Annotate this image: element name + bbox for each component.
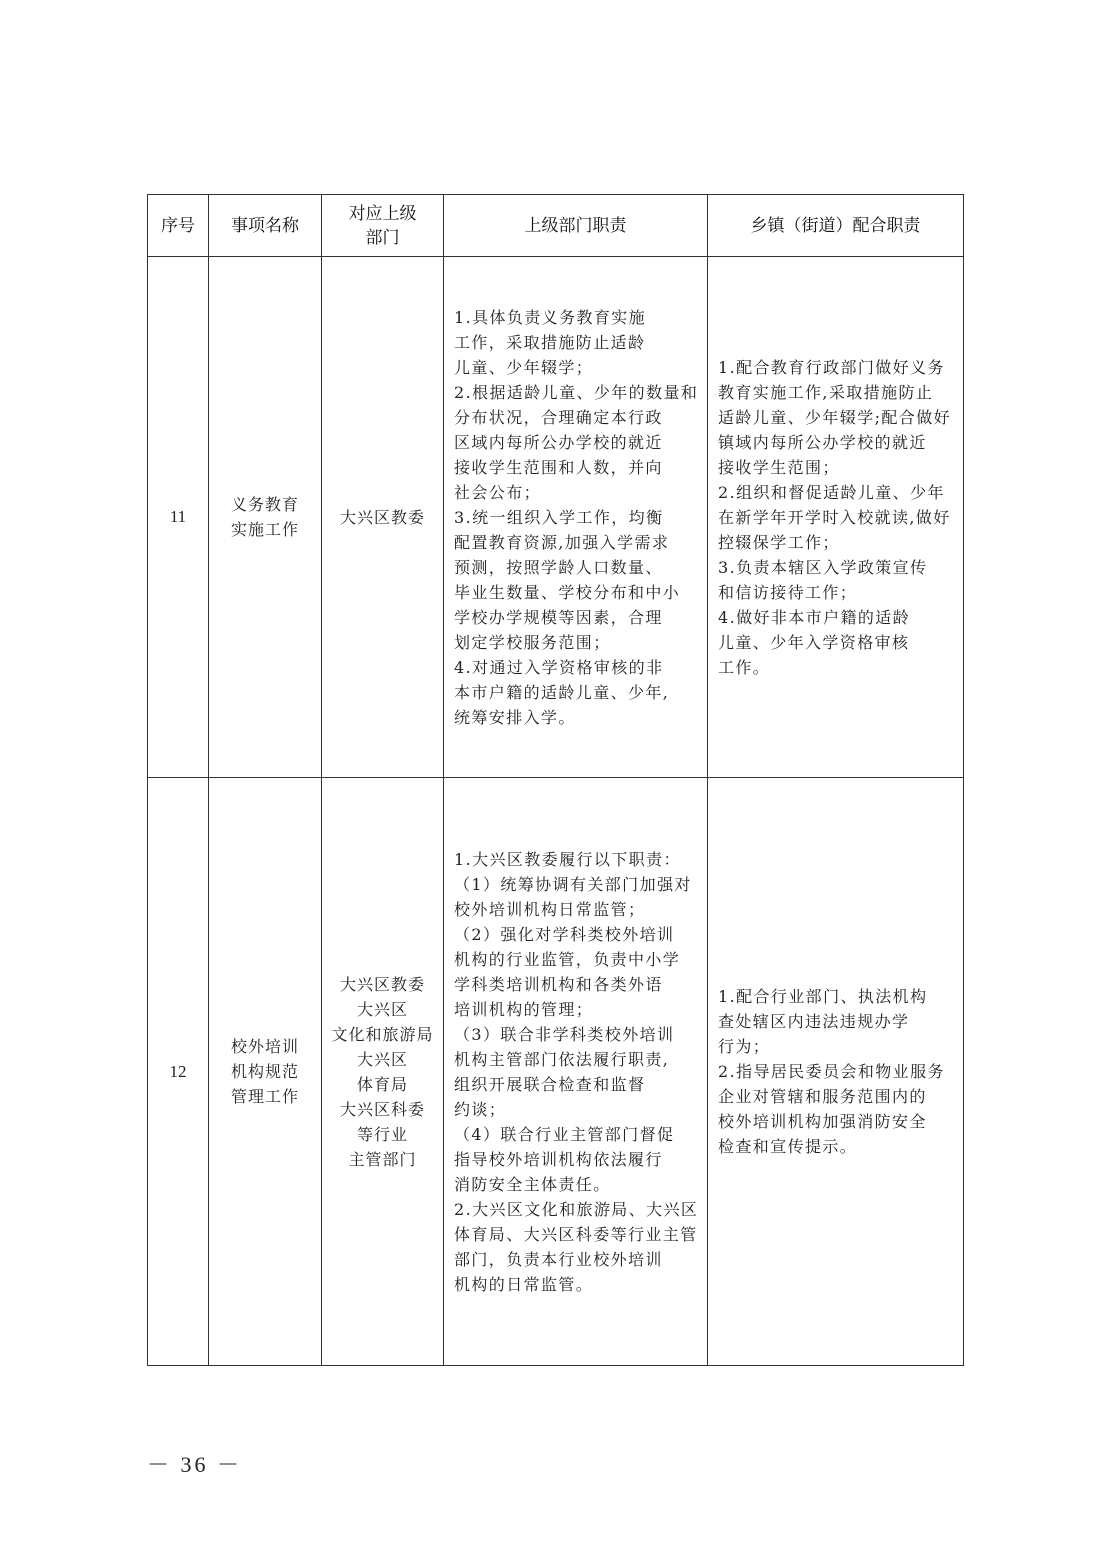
text-line: 学科类培训机构和各类外语 — [454, 974, 663, 994]
header-township-duty: 乡镇（街道）配合职责 — [708, 195, 964, 257]
text-line: 本市户籍的适龄儿童、少年, — [454, 682, 670, 702]
text-line: 毕业生数量、学校分布和中小 — [454, 582, 681, 602]
text-line: 接收学生范围和人数，并向 — [454, 457, 663, 477]
text-line: 3.负责本辖区入学政策宣传 — [718, 557, 928, 577]
text-line: 企业对管辖和服务范围内的 — [718, 1087, 927, 1106]
header-superior-duty: 上级部门职责 — [444, 195, 708, 257]
text-line: 校外培训机构加强消防安全 — [718, 1112, 927, 1131]
text-line: 工作，采取措施防止适龄 — [454, 332, 646, 352]
text-line: 和信访接待工作； — [718, 582, 858, 602]
text-line: 区域内每所公办学校的就近 — [454, 432, 663, 452]
table-header-row — [148, 195, 964, 257]
superior-duty — [444, 257, 708, 778]
text-line: 统筹安排入学。 — [454, 707, 576, 727]
text-line: 体育局 — [356, 1074, 408, 1094]
item-name — [209, 257, 322, 778]
responsibility-table — [147, 194, 964, 1366]
township-duty — [708, 257, 964, 778]
text-line: 2.组织和督促适龄儿童、少年 — [718, 482, 945, 502]
text-line: 镇域内每所公办学校的就近 — [718, 432, 927, 452]
text-line: 校外培训 — [230, 1037, 299, 1056]
superior-duty — [444, 778, 708, 1366]
text-line: 分布状况，合理确定本行政 — [454, 407, 663, 427]
text-line: 1.具体负责义务教育实施 — [454, 307, 647, 327]
text-line: 1.配合行业部门、执法机构 — [718, 987, 928, 1006]
text-line: 机构的日常监管。 — [454, 1274, 594, 1294]
text-line: 在新学年开学时入校就读,做好 — [718, 507, 951, 527]
text-line: 机构主管部门依法履行职责, — [454, 1049, 670, 1069]
text-line: 等行业 — [356, 1124, 408, 1144]
text-line: 1.配合教育行政部门做好义务 — [718, 357, 945, 377]
text-line: 控辍保学工作； — [718, 532, 840, 552]
text-line: 校外培训机构日常监管； — [454, 899, 646, 919]
text-line: 学校办学规模等因素，合理 — [454, 607, 663, 627]
header-item-name: 事项名称 — [209, 195, 322, 257]
text-line: 约谈； — [454, 1099, 507, 1119]
text-line: 行为； — [718, 1037, 771, 1056]
text-line: 大兴区 — [356, 1049, 408, 1069]
text-line: 4.对通过入学资格审核的非 — [454, 657, 664, 677]
text-line: （2）强化对学科类校外培训 — [454, 924, 675, 944]
text-line: 义务教育 — [230, 495, 299, 514]
text-line: 工作。 — [718, 657, 771, 677]
item-name — [209, 778, 322, 1366]
header-number: 序号 — [148, 195, 209, 257]
text-line: 配置教育资源,加强入学需求 — [454, 532, 670, 552]
text-line: 主管部门 — [348, 1149, 417, 1169]
text-line: （3）联合非学科类校外培训 — [454, 1024, 675, 1044]
text-line: 社会公布； — [454, 482, 542, 502]
text-line: 组织开展联合检查和监督 — [454, 1074, 646, 1094]
text-line: 3.统一组织入学工作，均衡 — [454, 507, 664, 527]
text-line: 预测，按照学龄人口数量、 — [454, 557, 663, 577]
text-line: 机构的行业监管，负责中小学 — [454, 949, 681, 969]
township-duty — [708, 778, 964, 1366]
text-line: 管理工作 — [230, 1087, 299, 1106]
row-number: 12 — [148, 778, 209, 1366]
text-line: 教育实施工作,采取措施防止 — [718, 382, 934, 402]
text-line: 1.大兴区教委履行以下职责： — [454, 849, 681, 869]
text-line: 实施工作 — [230, 520, 299, 539]
text-line: 儿童、少年入学资格审核 — [718, 632, 910, 652]
header-superior-dept — [322, 195, 444, 257]
text-line: 大兴区 — [356, 999, 408, 1019]
text-line: （4）联合行业主管部门督促 — [454, 1124, 675, 1144]
text-line: 2.指导居民委员会和物业服务 — [718, 1062, 945, 1081]
text-line: 大兴区科委 — [339, 1099, 425, 1119]
row-number: 11 — [148, 257, 209, 778]
text-line: 2.根据适龄儿童、少年的数量和 — [454, 382, 699, 402]
table-row — [148, 778, 964, 1366]
header-superior-dept-line: 部门 — [365, 227, 400, 248]
text-line: 划定学校服务范围； — [454, 632, 611, 652]
text-line: 培训机构的管理； — [454, 999, 594, 1019]
text-line: （1）统筹协调有关部门加强对 — [454, 874, 692, 894]
text-line: 大兴区教委 — [339, 974, 425, 994]
header-superior-dept-line: 对应上级 — [348, 203, 417, 224]
text-line: 检查和宣传提示。 — [718, 1137, 858, 1156]
text-line: 大兴区教委 — [339, 507, 425, 527]
text-line: 适龄儿童、少年辍学;配合做好 — [718, 407, 951, 427]
page-number: － 36 － — [147, 1452, 243, 1477]
text-line: 2.大兴区文化和旅游局、大兴区 — [454, 1199, 699, 1219]
text-line: 接收学生范围； — [718, 457, 840, 477]
text-line: 消防安全主体责任。 — [454, 1174, 611, 1194]
text-line: 机构规范 — [230, 1062, 299, 1081]
text-line: 指导校外培训机构依法履行 — [454, 1149, 663, 1169]
superior-dept — [322, 778, 444, 1366]
table-row — [148, 257, 964, 778]
text-line: 体育局、大兴区科委等行业主管 — [454, 1224, 698, 1244]
text-line: 部门，负责本行业校外培训 — [454, 1249, 663, 1269]
text-line: 文化和旅游局 — [331, 1024, 434, 1044]
superior-dept — [322, 257, 444, 778]
text-line: 4.做好非本市户籍的适龄 — [718, 607, 911, 627]
text-line: 查处辖区内违法违规办学 — [718, 1012, 910, 1031]
text-line: 儿童、少年辍学； — [454, 357, 594, 377]
